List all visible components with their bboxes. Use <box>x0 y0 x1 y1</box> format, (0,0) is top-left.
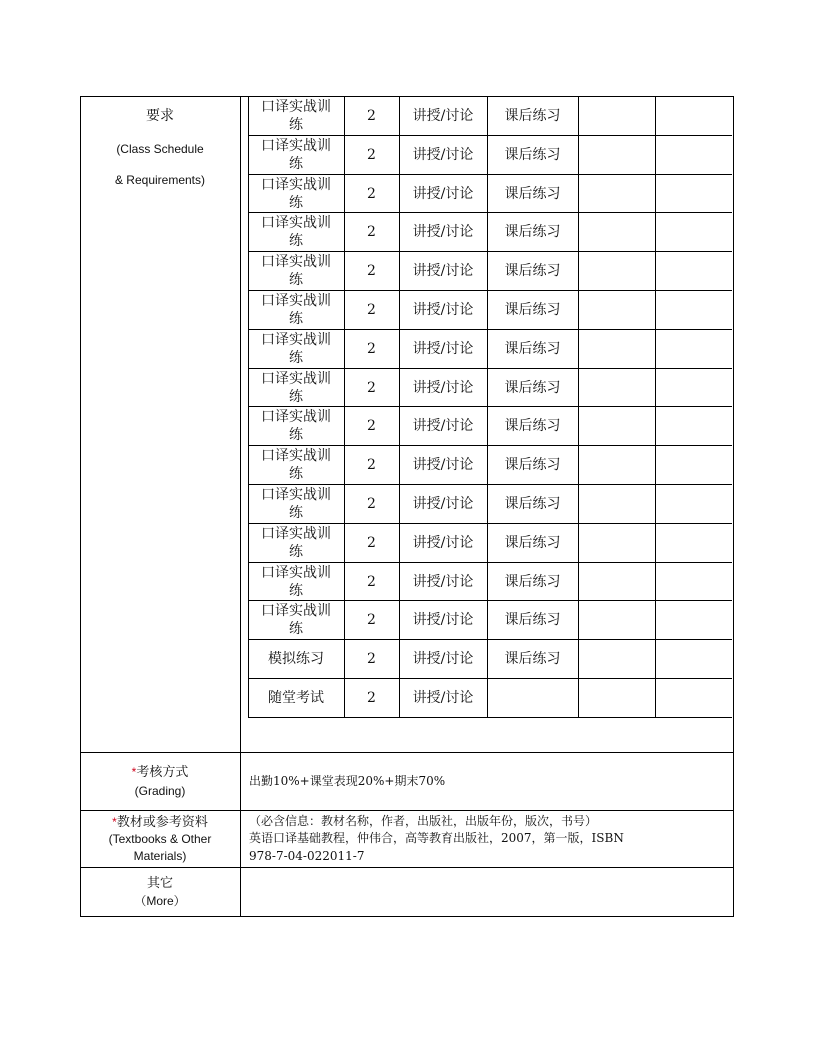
schedule-homework-text: 课后练习 <box>504 534 561 551</box>
more-label-cn: 其它 <box>146 876 173 891</box>
schedule-homework <box>487 563 578 601</box>
required-star: * <box>131 765 137 779</box>
table-row <box>248 640 732 678</box>
schedule-empty-cell <box>655 640 732 678</box>
grading-label-en: (Grading) <box>134 784 186 798</box>
schedule-homework <box>487 252 578 290</box>
schedule-hours-text: 2 <box>367 612 376 629</box>
table-row <box>248 97 732 135</box>
materials-label-cn: 教材或参考资料 <box>116 815 208 830</box>
table-row <box>248 136 732 174</box>
schedule-hours <box>344 485 399 523</box>
schedule-empty-cell <box>578 252 655 290</box>
schedule-hours-text: 2 <box>367 146 376 163</box>
required-star: * <box>112 815 117 829</box>
schedule-topic-text: 口译实战训练 <box>261 370 331 405</box>
schedule-topic-text: 口译实战训练 <box>261 99 331 133</box>
schedule-hours <box>344 679 399 717</box>
schedule-topic <box>248 213 344 251</box>
schedule-empty-cell <box>655 97 732 135</box>
schedule-topic <box>248 563 344 601</box>
schedule-homework <box>487 601 578 639</box>
schedule-hours-text: 2 <box>367 651 376 668</box>
label-column-divider <box>240 96 241 917</box>
schedule-method-text: 讲授/讨论 <box>412 418 474 435</box>
materials-line2: 978-7-04-022011-7 <box>249 849 365 863</box>
schedule-topic-text: 口译实战训练 <box>261 564 331 599</box>
schedule-method-text: 讲授/讨论 <box>412 573 474 590</box>
schedule-method-text: 讲授/讨论 <box>412 185 474 202</box>
schedule-topic-text: 口译实战训练 <box>261 525 331 560</box>
table-row <box>248 175 732 213</box>
schedule-method <box>399 291 487 329</box>
schedule-empty-cell <box>655 213 732 251</box>
schedule-method <box>399 213 487 251</box>
schedule-method <box>399 563 487 601</box>
table-row <box>248 252 732 290</box>
table-row <box>248 524 732 562</box>
schedule-method-text: 讲授/讨论 <box>412 379 474 396</box>
schedule-method <box>399 252 487 290</box>
schedule-homework <box>487 213 578 251</box>
schedule-homework-text: 课后练习 <box>504 418 561 435</box>
schedule-hours <box>344 563 399 601</box>
schedule-topic <box>248 679 344 717</box>
schedule-empty-cell <box>655 524 732 562</box>
schedule-topic-text: 口译实战训练 <box>261 254 331 289</box>
schedule-method-text: 讲授/讨论 <box>412 108 474 124</box>
schedule-empty-cell <box>578 213 655 251</box>
schedule-method <box>399 97 487 135</box>
schedule-homework-text: 课后练习 <box>504 224 561 241</box>
schedule-topic <box>248 136 344 174</box>
schedule-empty-cell <box>655 563 732 601</box>
schedule-topic <box>248 97 344 135</box>
schedule-homework <box>487 175 578 213</box>
schedule-homework-text: 课后练习 <box>504 651 561 668</box>
schedule-topic <box>248 640 344 678</box>
schedule-homework-text: 课后练习 <box>504 379 561 396</box>
schedule-topic-text: 随堂考试 <box>268 690 324 706</box>
schedule-empty-cell <box>578 563 655 601</box>
schedule-topic-text: 口译实战训练 <box>261 487 331 521</box>
schedule-method <box>399 679 487 717</box>
schedule-hours-text: 2 <box>367 263 376 280</box>
schedule-empty-cell <box>578 485 655 523</box>
schedule-topic <box>248 252 344 290</box>
schedule-empty-cell <box>655 175 732 213</box>
schedule-empty-cell <box>578 136 655 174</box>
schedule-homework-text: 课后练习 <box>504 108 561 124</box>
schedule-hours-text: 2 <box>367 418 376 435</box>
schedule-empty-cell <box>578 291 655 329</box>
schedule-topic-text: 口译实战训练 <box>261 448 331 483</box>
schedule-topic <box>248 446 344 484</box>
schedule-hours-text: 2 <box>367 379 376 396</box>
schedule-hours <box>344 369 399 407</box>
schedule-hours <box>344 175 399 213</box>
schedule-method-text: 讲授/讨论 <box>412 146 474 163</box>
schedule-method <box>399 524 487 562</box>
schedule-topic <box>248 485 344 523</box>
schedule-hours-text: 2 <box>367 340 376 357</box>
schedule-hours-text: 2 <box>367 457 376 474</box>
schedule-hours <box>344 291 399 329</box>
schedule-label-en2: & Requirements) <box>114 173 206 187</box>
schedule-hours-text: 2 <box>367 108 376 124</box>
schedule-method-text: 讲授/讨论 <box>412 263 474 280</box>
schedule-empty-cell <box>578 446 655 484</box>
table-row <box>248 407 732 445</box>
materials-line1: 英语口译基础教程，仲伟合，高等教育出版社，2007，第一版，ISBN <box>249 831 624 845</box>
schedule-label-en1: (Class Schedule <box>116 142 204 156</box>
schedule-method-text: 讲授/讨论 <box>412 340 474 357</box>
schedule-hours <box>344 640 399 678</box>
schedule-topic <box>248 601 344 639</box>
schedule-homework <box>487 291 578 329</box>
schedule-empty-cell <box>578 679 655 717</box>
schedule-homework-text: 课后练习 <box>504 496 561 512</box>
schedule-hours-text: 2 <box>367 573 376 590</box>
schedule-empty-cell <box>578 175 655 213</box>
schedule-homework <box>487 446 578 484</box>
schedule-hours <box>344 524 399 562</box>
schedule-empty-cell <box>578 407 655 445</box>
schedule-empty-cell <box>578 97 655 135</box>
schedule-hours <box>344 407 399 445</box>
schedule-empty-cell <box>655 679 732 717</box>
grading-label <box>80 764 240 800</box>
schedule-topic <box>248 524 344 562</box>
table-row <box>248 369 732 407</box>
schedule-method-text: 讲授/讨论 <box>412 651 474 668</box>
schedule-homework-text: 课后练习 <box>504 573 561 590</box>
table-row <box>248 291 732 329</box>
schedule-hours <box>344 446 399 484</box>
schedule-homework <box>487 136 578 174</box>
schedule-topic-text: 口译实战训练 <box>261 331 331 366</box>
schedule-homework-text: 课后练习 <box>504 302 561 318</box>
schedule-empty-cell <box>655 601 732 639</box>
schedule-hours <box>344 136 399 174</box>
schedule-label <box>80 108 240 125</box>
schedule-method <box>399 485 487 523</box>
schedule-method-text: 讲授/讨论 <box>412 690 474 706</box>
schedule-topic <box>248 175 344 213</box>
schedule-empty-cell <box>655 369 732 407</box>
schedule-empty-cell <box>655 136 732 174</box>
more-top-border <box>80 867 734 868</box>
schedule-method-text: 讲授/讨论 <box>412 457 474 474</box>
schedule-homework-text: 课后练习 <box>504 146 561 163</box>
schedule-hours-text: 2 <box>367 224 376 241</box>
more-label-en: （More） <box>134 894 186 908</box>
schedule-method <box>399 136 487 174</box>
schedule-empty-cell <box>655 252 732 290</box>
schedule-hours <box>344 601 399 639</box>
schedule-hours <box>344 213 399 251</box>
schedule-homework <box>487 640 578 678</box>
schedule-topic-text: 口译实战训练 <box>261 293 331 327</box>
schedule-method <box>399 175 487 213</box>
schedule-homework-text: 课后练习 <box>504 185 561 202</box>
materials-top-border <box>80 810 734 811</box>
schedule-hours-text: 2 <box>367 690 376 706</box>
schedule-topic-text: 口译实战训练 <box>261 215 331 250</box>
schedule-topic <box>248 407 344 445</box>
schedule-hours-text: 2 <box>367 496 376 512</box>
materials-note: （必含信息：教材名称，作者，出版社，出版年份，版次，书号） <box>249 814 598 828</box>
schedule-hours-text: 2 <box>367 534 376 551</box>
schedule-method <box>399 407 487 445</box>
schedule-topic-text: 口译实战训练 <box>261 603 331 638</box>
schedule-method <box>399 601 487 639</box>
table-row <box>248 679 732 717</box>
schedule-topic-text: 口译实战训练 <box>261 137 331 172</box>
grading-label-cn: 考核方式 <box>136 765 189 780</box>
schedule-method-text: 讲授/讨论 <box>412 302 474 318</box>
schedule-method <box>399 446 487 484</box>
schedule-hours-text: 2 <box>367 302 376 318</box>
schedule-empty-cell <box>655 485 732 523</box>
schedule-method-text: 讲授/讨论 <box>412 496 474 512</box>
schedule-method <box>399 369 487 407</box>
materials-label <box>80 814 240 865</box>
table-row <box>248 446 732 484</box>
schedule-label-cn: 要求 <box>146 108 174 124</box>
schedule-homework <box>487 369 578 407</box>
schedule-empty-cell <box>655 291 732 329</box>
schedule-hours <box>344 330 399 368</box>
schedule-method-text: 讲授/讨论 <box>412 534 474 551</box>
schedule-method <box>399 330 487 368</box>
schedule-topic-text: 模拟练习 <box>268 651 324 668</box>
schedule-homework <box>487 485 578 523</box>
schedule-method-text: 讲授/讨论 <box>412 224 474 241</box>
schedule-homework <box>487 330 578 368</box>
schedule-empty-cell <box>578 369 655 407</box>
schedule-method-text: 讲授/讨论 <box>412 612 474 629</box>
schedule-method <box>399 640 487 678</box>
schedule-topic-text: 口译实战训练 <box>261 409 331 444</box>
schedule-empty-cell <box>655 407 732 445</box>
schedule-homework-text: 课后练习 <box>504 612 561 629</box>
schedule-empty-cell <box>578 524 655 562</box>
schedule-homework <box>487 407 578 445</box>
schedule-homework-text: 课后练习 <box>504 457 561 474</box>
schedule-hours <box>344 252 399 290</box>
schedule-topic <box>248 291 344 329</box>
schedule-homework-text: 课后练习 <box>504 263 561 280</box>
schedule-homework <box>487 524 578 562</box>
schedule-empty-cell <box>578 601 655 639</box>
table-row <box>248 563 732 601</box>
materials-label-en1: (Textbooks & Other <box>108 832 212 846</box>
schedule-hours <box>344 97 399 135</box>
schedule-homework <box>487 679 578 717</box>
schedule-row-divider <box>248 717 732 718</box>
more-label <box>80 875 240 910</box>
schedule-empty-cell <box>655 446 732 484</box>
schedule-hours-text: 2 <box>367 185 376 202</box>
schedule-topic-text: 口译实战训练 <box>261 176 331 211</box>
table-row <box>248 213 732 251</box>
schedule-homework <box>487 97 578 135</box>
schedule-empty-cell <box>578 640 655 678</box>
grading-value: 出勤10%+课堂表现20%+期末70% <box>249 774 446 788</box>
schedule-topic <box>248 330 344 368</box>
schedule-topic <box>248 369 344 407</box>
schedule-empty-cell <box>578 330 655 368</box>
schedule-homework-text: 课后练习 <box>504 340 561 357</box>
table-row <box>248 601 732 639</box>
table-row <box>248 330 732 368</box>
grading-top-border <box>80 752 734 753</box>
materials-label-en2: Materials) <box>133 849 187 863</box>
table-row <box>248 485 732 523</box>
schedule-empty-cell <box>655 330 732 368</box>
